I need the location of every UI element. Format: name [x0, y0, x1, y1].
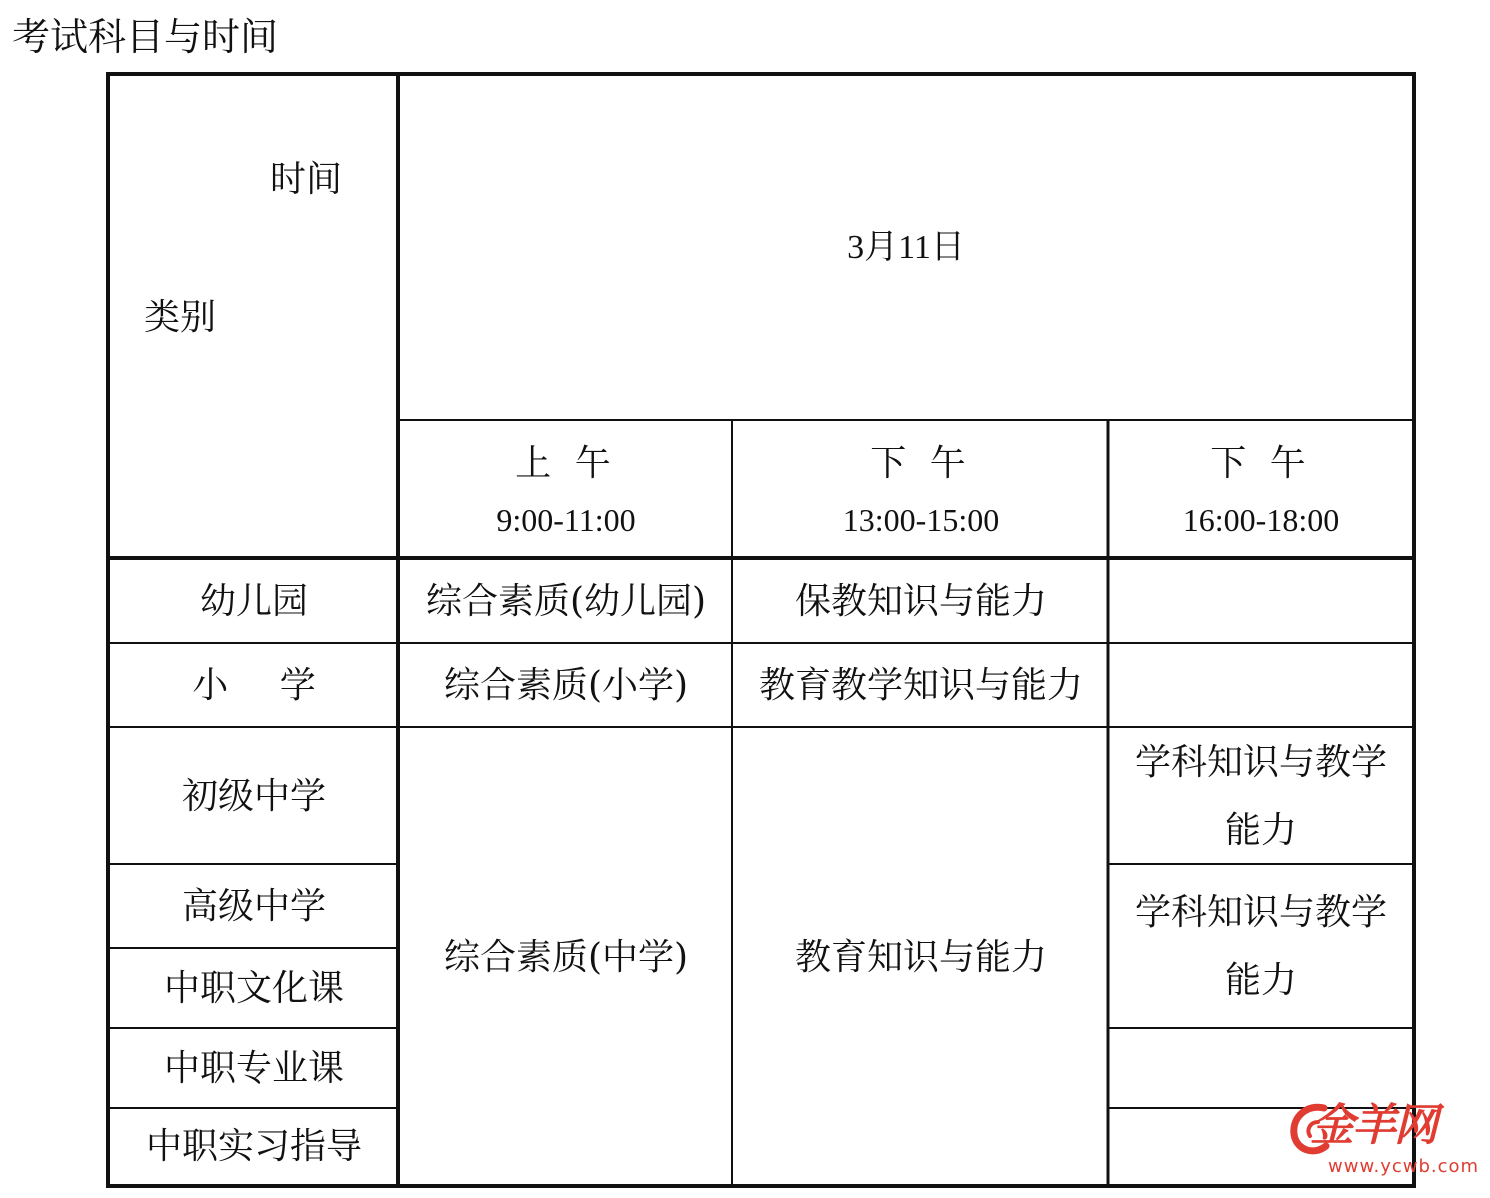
category-vocational-culture [110, 950, 398, 1028]
category-label: 幼儿园 [199, 580, 308, 622]
subject-text-line2: 能力 [1224, 809, 1297, 851]
session-period: 上 午 [515, 443, 617, 484]
category-junior-high [110, 729, 398, 864]
session-period: 下 午 [870, 443, 972, 484]
subject-secondary-morning [400, 729, 732, 1186]
subject-primary-afternoon [734, 645, 1108, 727]
category-label: 中职实习指导 [145, 1126, 362, 1167]
header-session-evening [1110, 422, 1412, 558]
watermark-url: www.ycwb.com [1328, 1156, 1480, 1177]
subject-primary-morning [400, 645, 732, 727]
category-senior-high [110, 866, 398, 948]
subject-senior-evening [1110, 866, 1412, 1028]
session-time: 16:00-18:00 [1182, 502, 1340, 538]
subject-text: 教育知识与能力 [794, 936, 1047, 978]
subject-text: 教育教学知识与能力 [758, 665, 1083, 706]
watermark-brand: 金羊网 [1310, 1100, 1436, 1151]
category-label: 小 学 [192, 665, 316, 706]
subject-kindergarten-evening [1110, 560, 1412, 643]
header-date-text: 3月11日 [847, 229, 965, 266]
category-primary [110, 645, 398, 727]
subject-text-line1: 学科知识与教学 [1134, 741, 1387, 783]
subject-secondary-afternoon [734, 729, 1108, 1186]
subject-text-line2: 能力 [1224, 960, 1297, 1001]
subject-kindergarten-morning [400, 560, 732, 643]
subject-text: 综合素质(中学) [443, 936, 689, 978]
subject-text: 综合素质(幼儿园) [425, 580, 707, 622]
session-period: 下 午 [1210, 443, 1312, 484]
session-time: 9:00-11:00 [496, 502, 636, 538]
category-label: 高级中学 [181, 886, 326, 927]
subject-primary-evening [1110, 645, 1412, 727]
header-time-label: 时间 [270, 159, 343, 200]
header-session-afternoon [734, 422, 1108, 558]
subject-junior-evening [1110, 729, 1412, 864]
category-label: 中职文化课 [163, 968, 344, 1009]
subject-text: 保教知识与能力 [794, 580, 1047, 622]
site-watermark [1288, 1098, 1478, 1188]
header-session-morning [400, 422, 732, 558]
category-kindergarten [110, 560, 398, 643]
category-vocational-major [110, 1030, 398, 1108]
category-label: 初级中学 [181, 775, 326, 817]
subject-text: 综合素质(小学) [443, 665, 689, 706]
header-category-label: 类别 [144, 297, 217, 338]
subject-text-line1: 学科知识与教学 [1134, 892, 1387, 933]
subject-vocational-major-evening [1110, 1030, 1412, 1108]
category-label: 中职专业课 [163, 1048, 344, 1089]
header-date [400, 76, 1412, 420]
document-heading: 考试科目与时间 [12, 15, 279, 59]
session-time: 13:00-15:00 [842, 502, 1000, 538]
category-vocational-internship [110, 1110, 398, 1184]
subject-kindergarten-afternoon [734, 560, 1108, 643]
